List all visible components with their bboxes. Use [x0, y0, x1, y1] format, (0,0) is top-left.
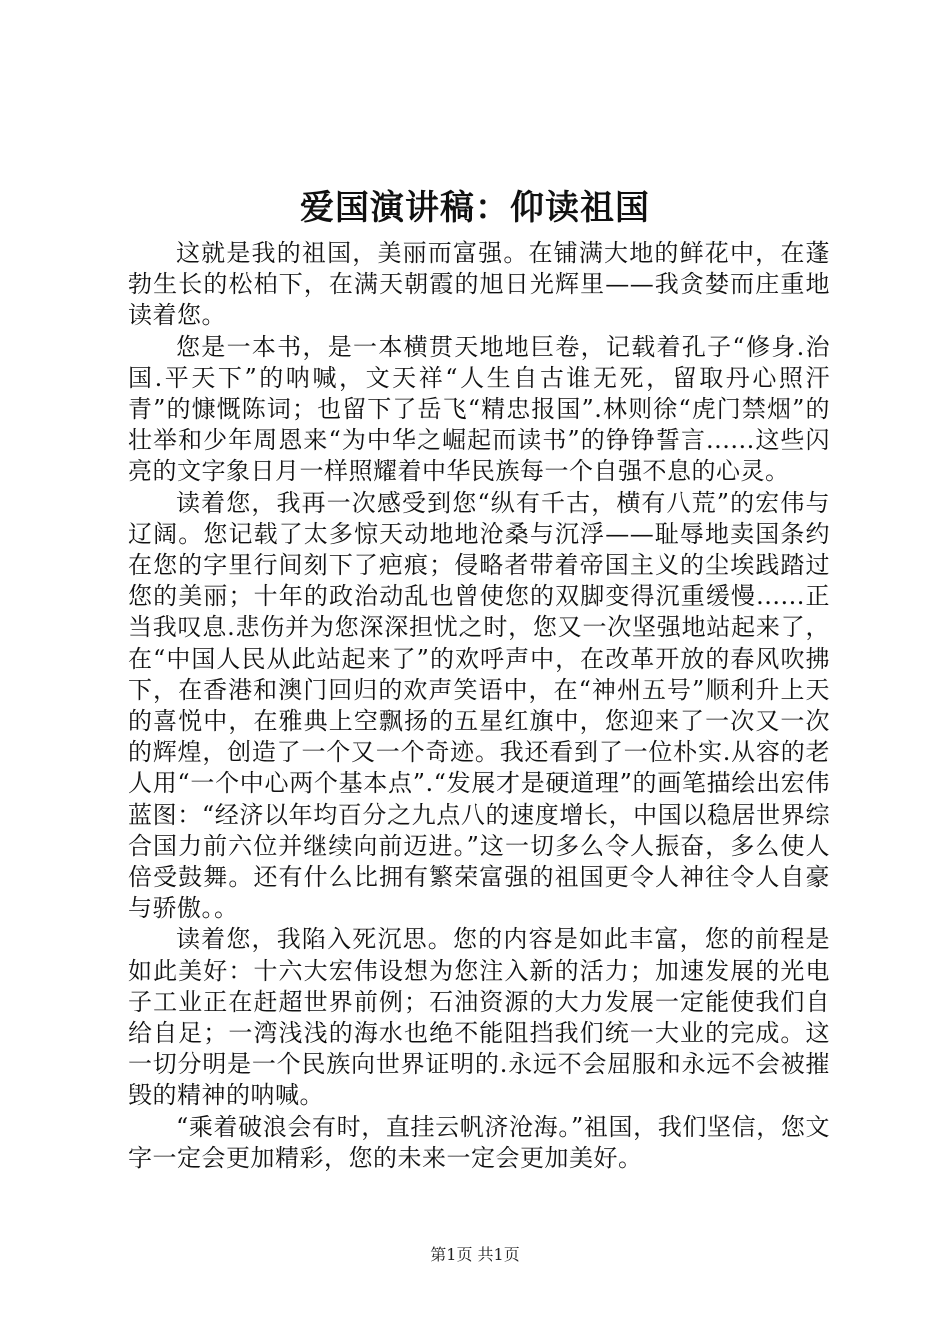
- paragraph-3: 读着您，我再一次感受到您“纵有千古，横有八荒”的宏伟与辽阔。您记载了太多惊天动地地沧桑与沉浮——耻辱地卖国条约在您的字里行间刻下了疤痕；侵略者带着帝国主义的尘埃践踏过您的美丽；十年的政治动乱也曾使您的双脚变得沉重缓慢......正当我叹息.悲伤并为您深深担忧之时，您又一次坚强地站起来了，在“中国人民从此站起来了”的欢呼声中，在改革开放的春风吹拂下，在香港和澳门回归的欢声笑语中，在“神州五号”顺利升上天的喜悦中，在雅典上空飘扬的五星红旗中，您迎来了一次又一次的辉煌，创造了一个又一个奇迹。我还看到了一位朴实.从容的老人用“一个中心两个基本点”.“发展才是硬道理”的画笔描绘出宏伟蓝图：“经济以年均百分之九点八的速度增长，中国以稳居世界综合国力前六位并继续向前迈进。”这一切多么令人振奋，多么使人倍受鼓舞。还有什么比拥有繁荣富强的祖国更令人神往令人自豪与骄傲。。: [128, 488, 830, 923]
- paragraph-5: “乘着破浪会有时，直挂云帆济沧海。”祖国，我们坚信，您文字一定会更加精彩，您的未来一定会更加美好。: [128, 1112, 830, 1172]
- paragraph-4: 读着您，我陷入死沉思。您的内容是如此丰富，您的前程是如此美好：十六大宏伟设想为您注入新的活力；加速发展的光电子工业正在赶超世界前例；石油资源的大力发展一定能使我们自给自足；一湾浅浅的海水也绝不能阻挡我们统一大业的完成。这一切分明是一个民族向世界证明的.永远不会屈服和永远不会被摧毁的精神的呐喊。: [128, 925, 830, 1110]
- paragraph-1: 这就是我的祖国，美丽而富强。在铺满大地的鲜花中，在蓬勃生长的松柏下，在满天朝霞的旭日光辉里——我贪婪而庄重地读着您。: [128, 239, 830, 330]
- document-title: 爱国演讲稿：仰读祖国: [300, 188, 650, 228]
- page-number-footer: 第1页 共1页: [430, 1245, 520, 1264]
- document-body: [128, 238, 830, 1174]
- paragraph-2: 您是一本书，是一本横贯天地地巨卷，记载着孔子“修身.治国.平天下”的呐喊，文天祥“人生自古谁无死，留取丹心照汗青”的慷慨陈词；也留下了岳飞“精忠报国”.林则徐“虎门禁烟”的壮举和少年周恩来“为中华之崛起而读书”的铮铮誓言......这些闪亮的文字象日月一样照耀着中华民族每一个自强不息的心灵。: [128, 332, 830, 486]
